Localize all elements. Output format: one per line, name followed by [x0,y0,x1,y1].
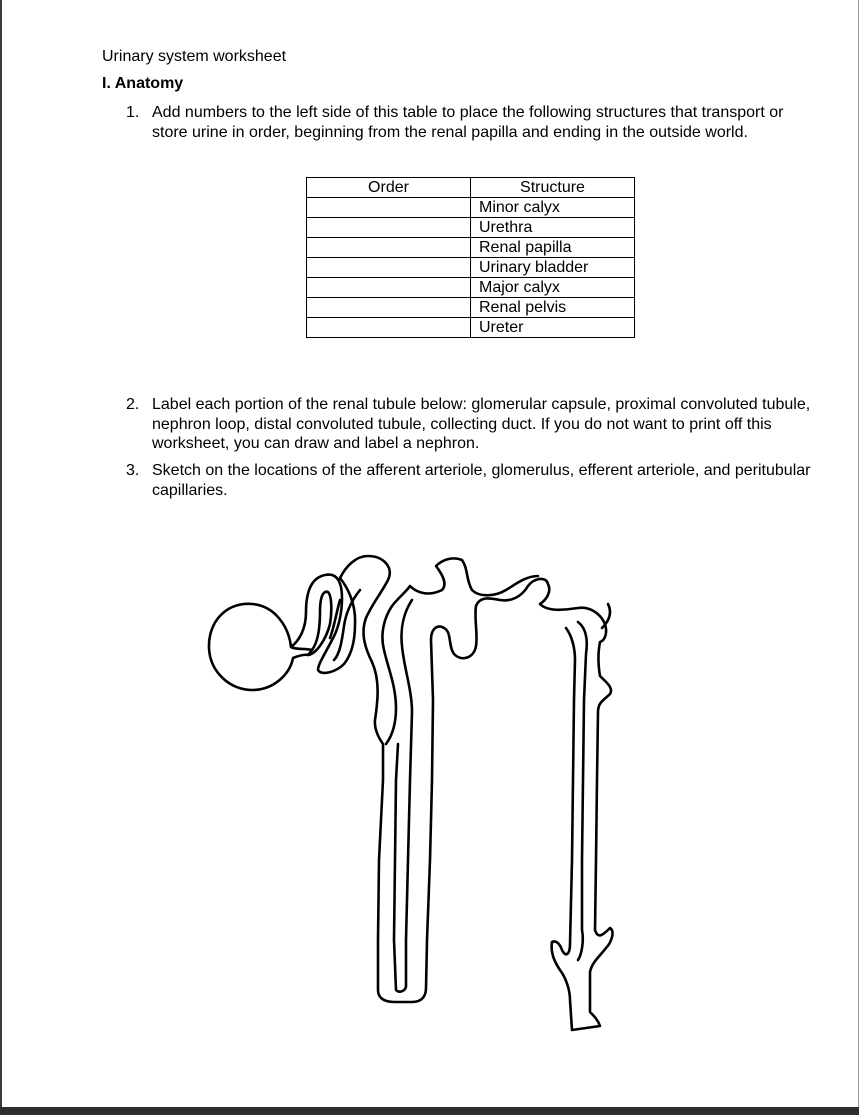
structure-cell: Urethra [471,218,635,238]
question-text: Label each portion of the renal tubule below: glomerular capsule, proximal convoluted tubule, nephron loop, distal convoluted tubule, collecting duct. If you do not want to print off this worksheet, you can draw and label a nephron. [152,396,811,452]
proximal-convoluted-tubule-shape [291,556,613,1030]
nephron-loop-shape [382,558,538,991]
question-number: 2. [126,396,140,413]
question-text: Add numbers to the left side of this table to place the following structures that transport or store urine in order, beginning from the renal papilla and ending in the outside world. [152,104,784,141]
structure-cell: Urinary bladder [471,258,635,278]
collecting-duct-shape [578,604,610,960]
question-number: 3. [126,462,140,479]
structure-cell: Ureter [471,318,635,338]
question-text: Sketch on the locations of the afferent arteriole, glomerulus, efferent arteriole, and peritubular capillaries. [152,462,811,499]
structure-cell: Renal papilla [471,238,635,258]
viewer-bottom-bar [0,1107,859,1115]
column-header-structure: Structure [471,178,635,198]
document-title: Urinary system worksheet [102,48,287,65]
structure-cell: Major calyx [471,278,635,298]
structure-cell: Minor calyx [471,198,635,218]
column-header-order: Order [307,178,471,198]
structure-cell: Renal pelvis [471,298,635,318]
section-heading: I. Anatomy [102,75,184,92]
glomerular-capsule-shape [209,604,312,690]
question-number: 1. [126,104,140,121]
